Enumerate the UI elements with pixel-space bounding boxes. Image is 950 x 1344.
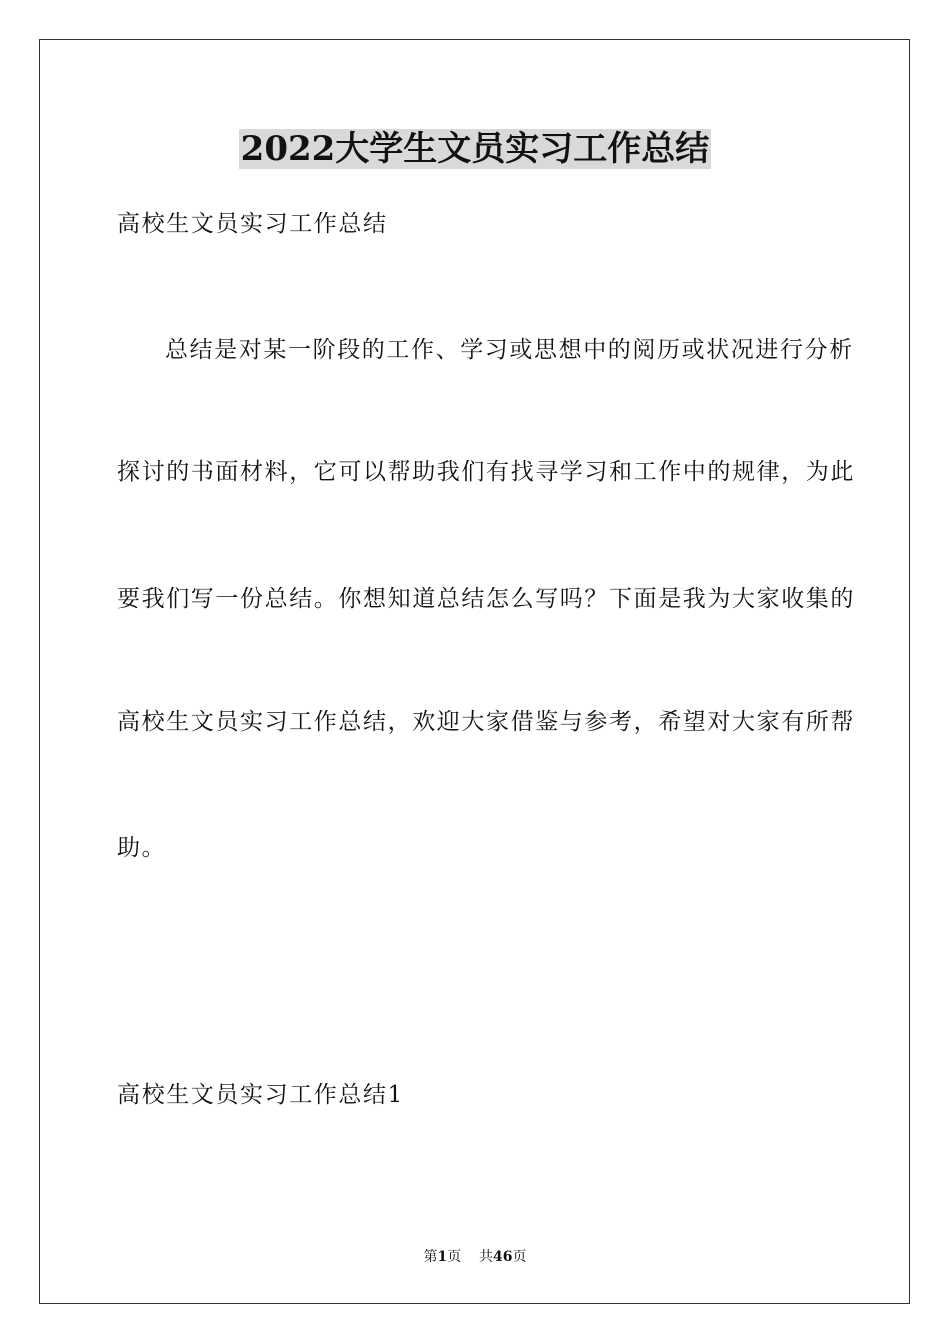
- intro-paragraph-line-3: 要我们写一份总结。你想知道总结怎么写吗？下面是我为大家收集的: [117, 586, 855, 612]
- intro-paragraph-line-4: 高校生文员实习工作总结，欢迎大家借鉴与参考，希望对大家有所帮: [117, 709, 855, 735]
- document-subheading: 高校生文员实习工作总结: [117, 211, 388, 237]
- intro-paragraph-line-2: 探讨的书面材料，它可以帮助我们有找寻学习和工作中的规律，为此: [117, 459, 855, 485]
- total-prefix: 共: [479, 1249, 494, 1265]
- page-prefix: 第: [423, 1249, 438, 1265]
- page-suffix: 页: [447, 1249, 462, 1265]
- intro-paragraph-line-5: 助。: [117, 835, 167, 861]
- section-heading: 高校生文员实习工作总结1: [117, 1082, 404, 1108]
- total-suffix: 页: [512, 1249, 527, 1265]
- page-footer: [0, 1247, 950, 1267]
- document-title: [0, 124, 950, 174]
- total-pages: 46: [493, 1249, 513, 1265]
- page-number: 1: [437, 1249, 448, 1265]
- document-title-text: 2022大学生文员实习工作总结: [240, 129, 710, 169]
- intro-paragraph-line-1: 总结是对某一阶段的工作、学习或思想中的阅历或状况进行分析: [165, 337, 854, 363]
